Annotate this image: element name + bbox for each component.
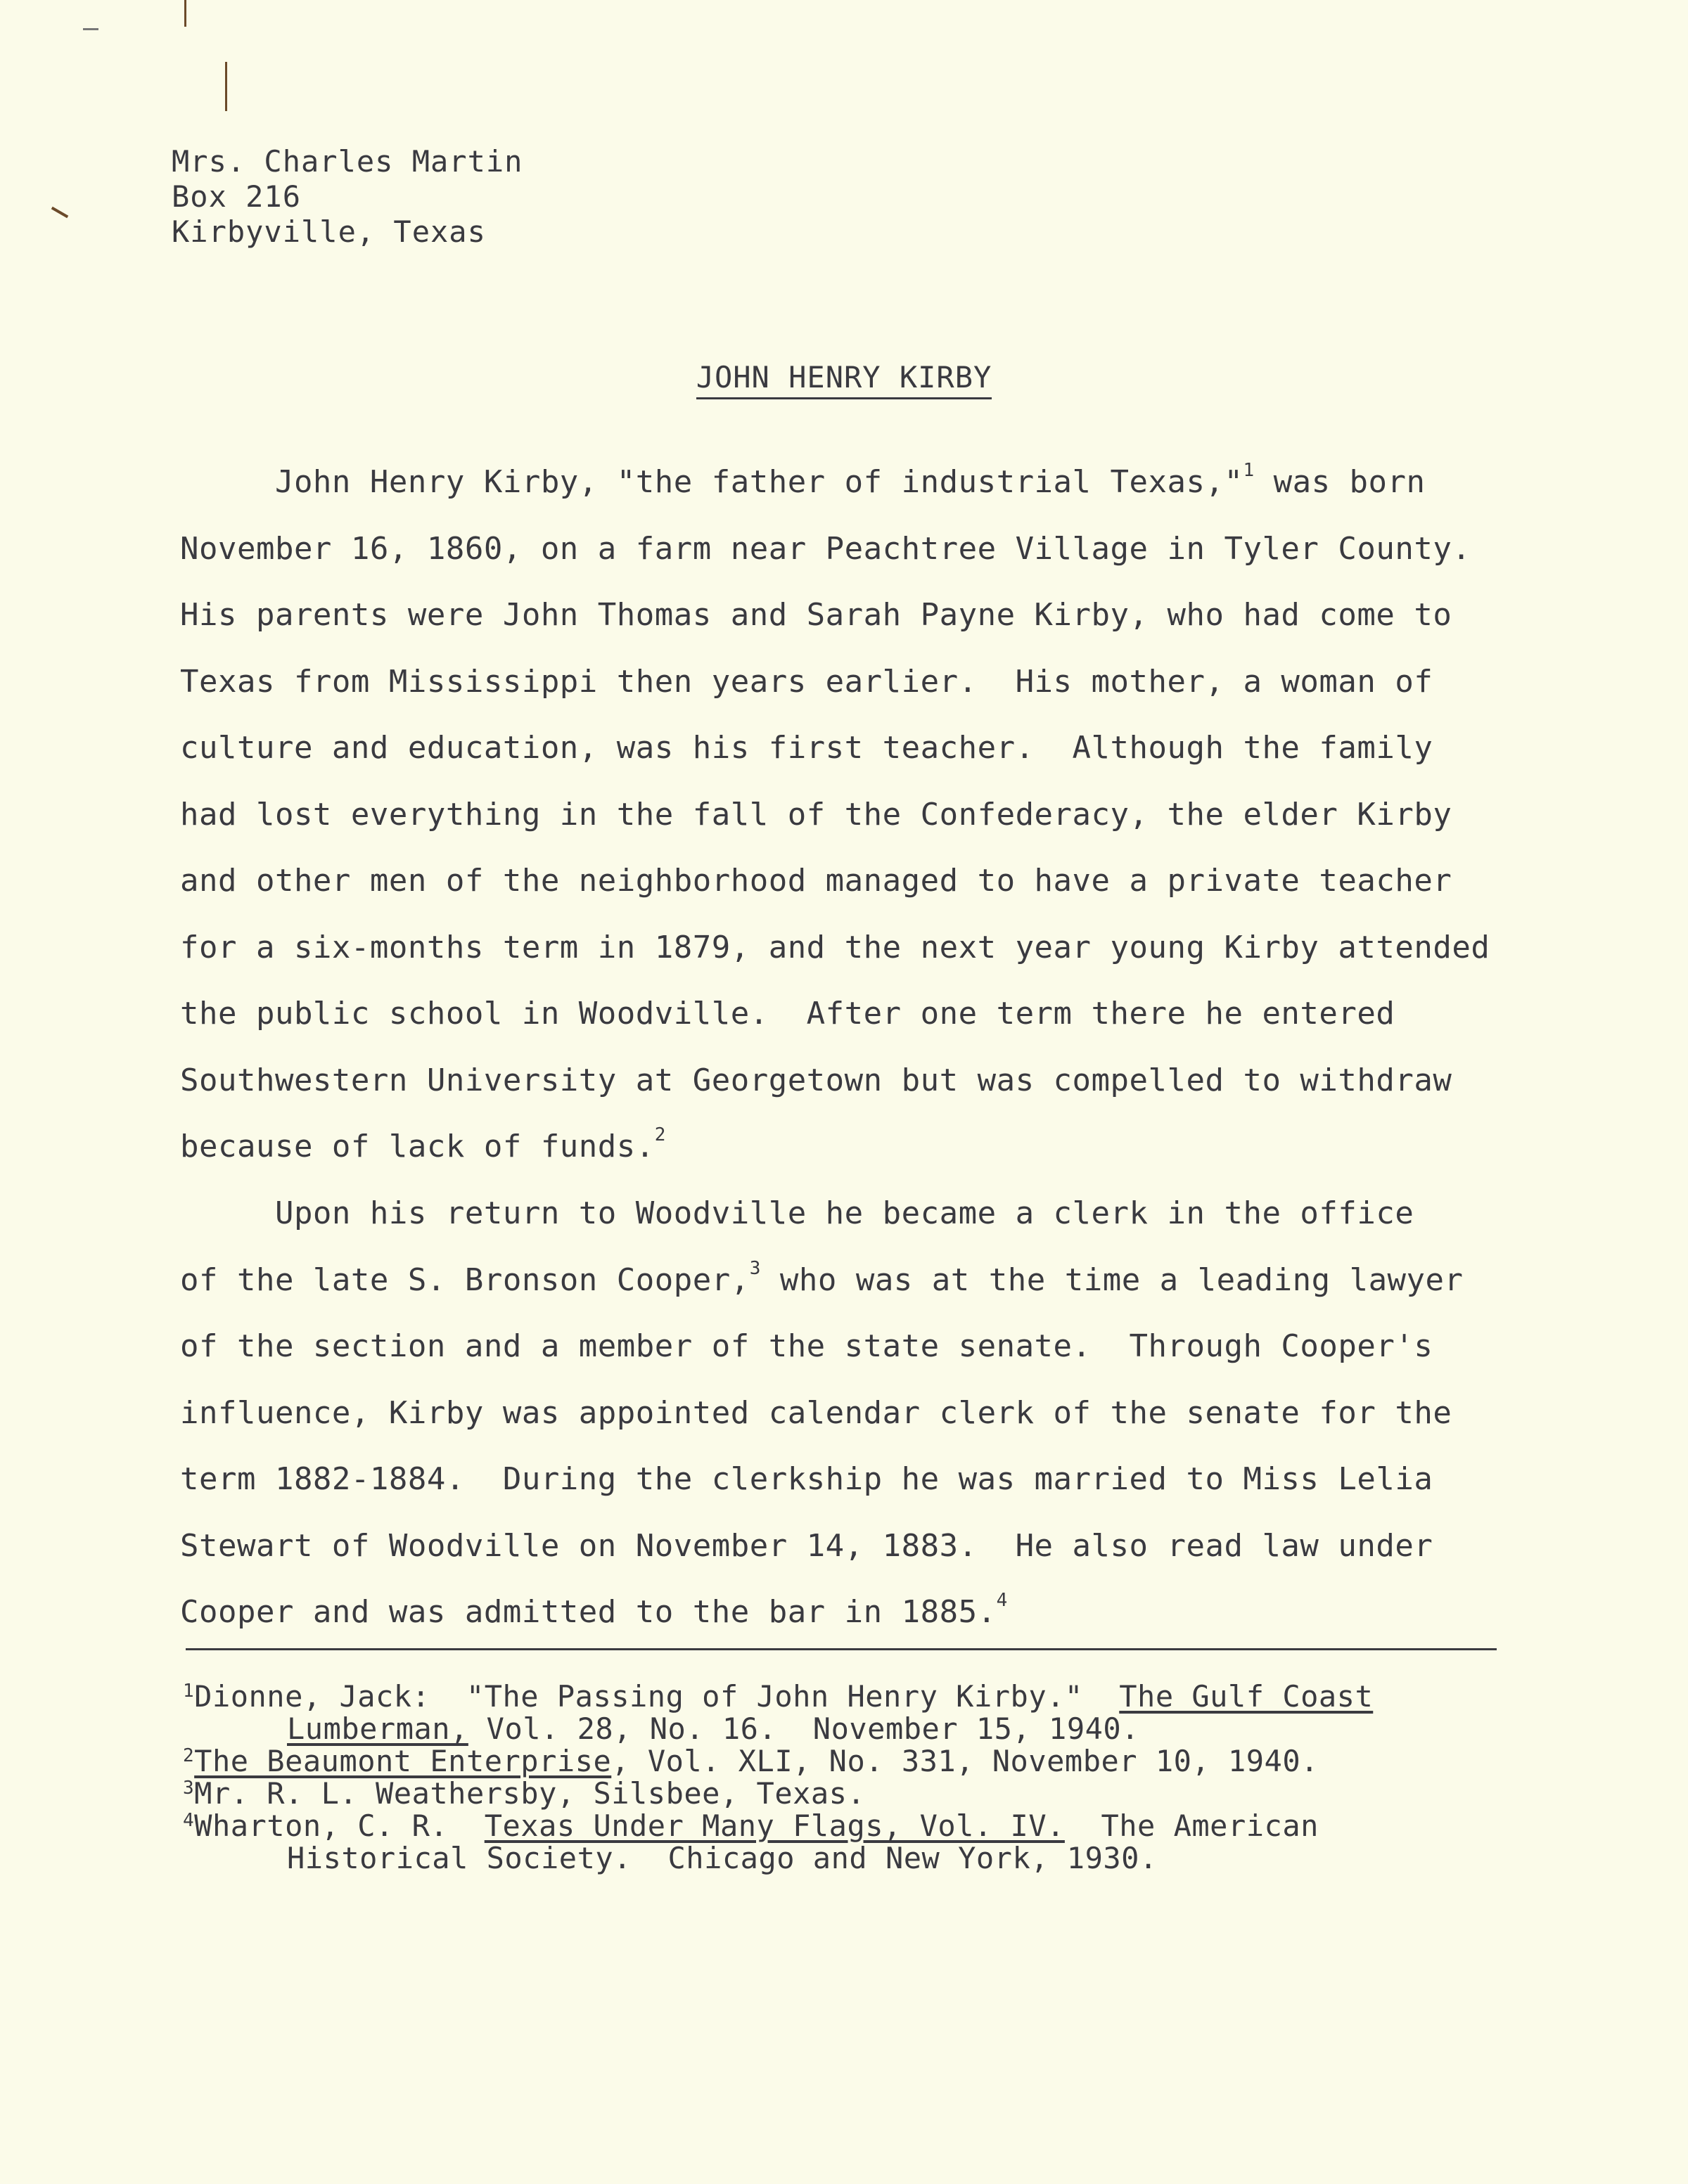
address-line-name: Mrs. Charles Martin xyxy=(172,144,523,179)
paragraph1-line xyxy=(180,460,1426,500)
line-text: culture and education, was his first teacher. Although the family xyxy=(180,730,1433,766)
footnote-4-book: Texas Under Many Flags, Vol. IV. xyxy=(484,1809,1065,1843)
footnote-4-author: Wharton, C. R. xyxy=(194,1809,485,1843)
footnote-rule xyxy=(186,1648,1497,1650)
footnote-reference: 4 xyxy=(996,1590,1008,1611)
pencil-mark-stroke xyxy=(225,62,227,111)
footnote-4-publisher: The American xyxy=(1064,1809,1319,1843)
line-text: November 16, 1860, on a farm near Peachtree Village in Tyler County. xyxy=(180,530,1471,567)
line-text: His parents were John Thomas and Sarah Payne Kirby, who had come to xyxy=(180,597,1452,633)
footnote-4-cont xyxy=(287,1841,1158,1875)
line-text: Cooper and was admitted to the bar in 1885. xyxy=(180,1594,997,1630)
footnote-4-publisher-cont: Historical Society. Chicago and New York, 1930. xyxy=(287,1841,1158,1875)
line-text-cont: who was at the time a leading lawyer xyxy=(760,1261,1464,1298)
line-text: John Henry Kirby, "the father of industrial Texas," xyxy=(180,464,1243,500)
pencil-mark-check xyxy=(51,207,69,218)
line-text: term 1882-1884. During the clerkship he was married to Miss Lelia xyxy=(180,1461,1433,1497)
footnote-reference: 2 xyxy=(654,1124,666,1145)
paragraph2-line xyxy=(180,1195,1414,1231)
paragraph1-line xyxy=(180,863,1452,899)
footnote-1-author: Dionne, Jack: "The Passing of John Henry Kirby." xyxy=(194,1679,1120,1714)
paragraph1-line xyxy=(180,1062,1452,1098)
footnote-1-number: 1 xyxy=(183,1681,195,1702)
line-text: Stewart of Woodville on November 14, 1883. He also read law under xyxy=(180,1527,1433,1564)
paragraph2-line xyxy=(180,1395,1452,1431)
paragraph1-line xyxy=(180,1124,666,1164)
paragraph1-line xyxy=(180,531,1471,567)
paragraph1-line xyxy=(180,930,1490,965)
footnote-1-details: Vol. 28, No. 16. November 15, 1940. xyxy=(468,1711,1139,1746)
paragraph2-line xyxy=(180,1528,1433,1564)
line-text: the public school in Woodville. After one term there he entered xyxy=(180,996,1395,1032)
document-title xyxy=(0,360,1688,394)
footnote-2-details: , Vol. XLI, No. 331, November 10, 1940. xyxy=(611,1744,1319,1778)
line-text: and other men of the neighborhood managed to have a private teacher xyxy=(180,863,1452,899)
line-text: of the section and a member of the state senate. Through Cooper's xyxy=(180,1328,1433,1364)
sender-address xyxy=(172,144,523,250)
footnote-3-number: 3 xyxy=(183,1778,195,1799)
line-text: Southwestern University at Georgetown but was compelled to withdraw xyxy=(180,1062,1452,1098)
pencil-mark-dash xyxy=(83,28,98,30)
address-line-city: Kirbyville, Texas xyxy=(172,214,486,249)
line-text: because of lack of funds. xyxy=(180,1129,655,1164)
footnote-2-publication: The Beaumont Enterprise xyxy=(194,1744,612,1778)
footnote-2 xyxy=(183,1744,1319,1778)
paragraph1-line xyxy=(180,664,1433,700)
paragraph2-line xyxy=(180,1590,1008,1630)
paragraph2-line xyxy=(180,1461,1433,1497)
pencil-mark-top xyxy=(184,0,186,27)
line-text: Upon his return to Woodville he became a clerk in the office xyxy=(180,1195,1414,1231)
footnote-1 xyxy=(183,1679,1373,1714)
footnote-reference: 1 xyxy=(1243,460,1255,481)
line-text: influence, Kirby was appointed calendar clerk of the senate for the xyxy=(180,1394,1452,1431)
footnote-reference: 3 xyxy=(749,1257,761,1279)
paragraph2-line xyxy=(180,1257,1464,1298)
paragraph1-line xyxy=(180,597,1452,633)
paragraph1-line xyxy=(180,730,1433,766)
footnote-1-publication-cont: Lumberman, xyxy=(287,1711,468,1746)
document-title-text: JOHN HENRY KIRBY xyxy=(696,360,992,399)
footnote-3-text: Mr. R. L. Weathersby, Silsbee, Texas. xyxy=(194,1776,866,1811)
footnote-3 xyxy=(183,1776,865,1811)
line-text: Texas from Mississippi then years earlier. His mother, a woman of xyxy=(180,663,1433,700)
footnote-4-number: 4 xyxy=(183,1810,195,1831)
footnote-4 xyxy=(183,1809,1319,1843)
line-text: for a six-months term in 1879, and the next year young Kirby attended xyxy=(180,929,1490,965)
paragraph1-line xyxy=(180,797,1452,833)
footnote-2-number: 2 xyxy=(183,1745,195,1766)
line-text: had lost everything in the fall of the Confederacy, the elder Kirby xyxy=(180,796,1452,833)
paragraph1-line xyxy=(180,996,1395,1032)
address-line-box: Box 216 xyxy=(172,179,302,214)
line-text: of the late S. Bronson Cooper, xyxy=(180,1261,750,1298)
footnote-1-cont xyxy=(287,1711,1139,1746)
footnote-1-publication: The Gulf Coast xyxy=(1119,1679,1374,1714)
line-text-cont: was born xyxy=(1254,464,1426,500)
paragraph2-line xyxy=(180,1328,1433,1364)
